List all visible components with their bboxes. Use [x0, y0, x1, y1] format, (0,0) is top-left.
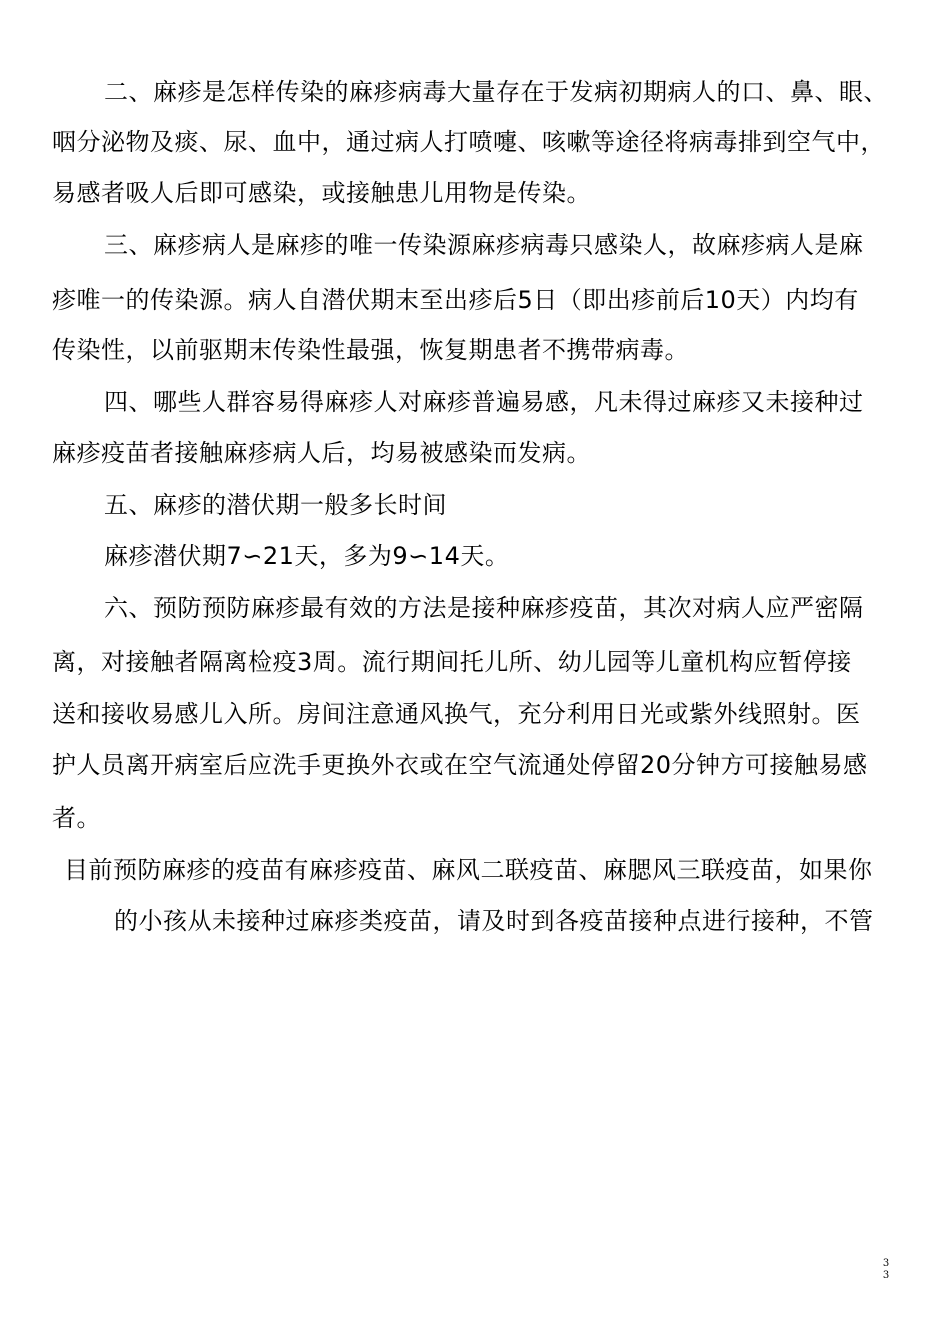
- text-line: 者。: [52, 804, 101, 832]
- page-number-digit: 3: [882, 1270, 890, 1281]
- text-line: 疹唯一的传染源。病人自潜伏期末至出疹后5日（即出疹前后10天）内均有: [52, 286, 859, 314]
- text-line: 咽分泌物及痰、尿、血中，通过病人打喷嚏、咳嗽等途径将病毒排到空气中，: [52, 128, 885, 156]
- text-line: 三、麻疹病人是麻疹的唯一传染源麻疹病毒只感染人，故麻疹病人是麻: [104, 231, 864, 259]
- text-line: 二、麻疹是怎样传染的麻疹病毒大量存在于发病初期病人的口、鼻、眼、: [104, 78, 888, 106]
- section-heading: 五、麻疹的潜伏期一般多长时间: [104, 491, 447, 519]
- page-number: [878, 1258, 894, 1282]
- text-line: 麻疹疫苗者接触麻疹病人后，均易被感染而发病。: [52, 439, 591, 467]
- text-line: 离，对接触者隔离检疫3周。流行期间托儿所、幼儿园等儿童机构应暂停接: [52, 648, 852, 676]
- text-line: 传染性，以前驱期末传染性最强，恢复期患者不携带病毒。: [52, 336, 689, 364]
- text-line: 护人员离开病室后应洗手更换外衣或在空气流通处停留20分钟方可接触易感: [52, 751, 868, 779]
- text-line: 送和接收易感儿入所。房间注意通风换气，充分利用日光或紫外线照射。医: [52, 700, 861, 728]
- text-line: 四、哪些人群容易得麻疹人对麻疹普遍易感，凡未得过麻疹又未接种过: [104, 388, 864, 416]
- text-line: 目前预防麻疹的疫苗有麻疹疫苗、麻风二联疫苗、麻腮风三联疫苗，如果你: [64, 856, 873, 884]
- text-line: 易感者吸人后即可感染，或接触患儿用物是传染。: [52, 179, 591, 207]
- page-number-digit: 3: [882, 1258, 890, 1269]
- text-line: 的小孩从未接种过麻疹类疫苗，请及时到各疫苗接种点进行接种，不管: [114, 907, 874, 935]
- text-line: 麻疹潜伏期7∽21天，多为9∽14天。: [104, 542, 510, 570]
- text-line: 六、预防预防麻疹最有效的方法是接种麻疹疫苗，其次对病人应严密隔: [104, 594, 864, 622]
